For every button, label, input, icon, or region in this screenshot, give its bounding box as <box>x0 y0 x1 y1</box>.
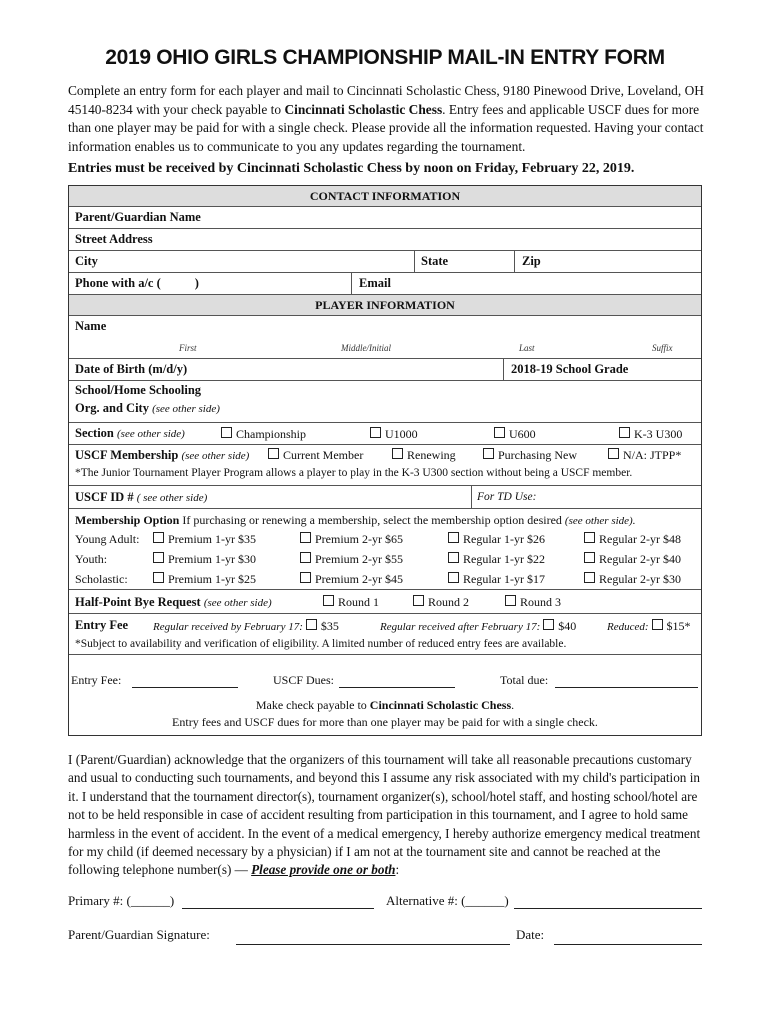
ya-regular-1yr-checkbox[interactable]: Regular 1-yr $26 <box>448 532 545 547</box>
street-label: Street Address <box>75 232 153 246</box>
td-use-label: For TD Use: <box>477 491 537 503</box>
membership-option-label: Membership Option If purchasing or renewing a membership, select the membership option desired (see other side). <box>75 513 636 527</box>
uscf-membership-label: USCF Membership (see other side) <box>75 448 250 462</box>
phone-email-row <box>69 273 701 295</box>
jtpp-checkbox[interactable]: N/A: JTPP* <box>608 448 681 463</box>
uscf-dues-label: USCF Dues: <box>273 673 335 687</box>
youth-premium-1yr-checkbox[interactable]: Premium 1-yr $30 <box>153 552 256 567</box>
email-label[interactable]: Email <box>359 276 391 290</box>
membership-option-block <box>69 509 701 590</box>
young-adult-label: Young Adult: <box>75 532 140 546</box>
last-caption: Last <box>519 343 535 353</box>
section-championship-checkbox[interactable]: Championship <box>221 427 306 442</box>
bye-request-row <box>69 590 701 614</box>
reduced-fee-option[interactable]: Reduced: $15* <box>607 619 691 633</box>
page-title: 2019 OHIO GIRLS CHAMPIONSHIP MAIL-IN ENTRY FORM <box>105 46 665 69</box>
middle-caption: Middle/Initial <box>341 343 391 353</box>
name-label: Name <box>75 319 107 333</box>
org-city-label: Org. and City (see other side) <box>75 401 220 415</box>
ya-premium-1yr-checkbox[interactable]: Premium 1-yr $35 <box>153 532 256 547</box>
uscf-id-label[interactable]: USCF ID # ( see other side) <box>75 490 208 504</box>
bye-round1-checkbox[interactable]: Round 1 <box>323 595 379 610</box>
dob-label[interactable]: Date of Birth (m/d/y) <box>75 362 188 376</box>
single-check-note: Entry fees and USCF dues for more than one player may be paid for with a single check. <box>172 715 598 729</box>
purchasing-new-checkbox[interactable]: Purchasing New <box>483 448 577 463</box>
reduced-fee-note: *Subject to availability and verification of eligibility. A limited number of reduced entry fees are available. <box>75 638 567 650</box>
section-label: Section (see other side) <box>75 426 185 440</box>
city-label[interactable]: City <box>75 254 98 268</box>
sch-regular-2yr-checkbox[interactable]: Regular 2-yr $30 <box>584 572 681 587</box>
school-field[interactable] <box>69 381 701 423</box>
parent-name-field[interactable] <box>69 207 701 229</box>
entry-fee-label: Entry Fee <box>75 618 129 632</box>
waiver-paragraph: I (Parent/Guardian) acknowledge that the organizers of this tournament will take all reasonable precautions customary and usual to conducting such tournaments, and beyond this I assume any risk associated with my child's participation in it. I understand that the tournament director(s), tournament organizer(s), school/hotel staff, and hosting school/hotel are not to be held responsible in case of accident resulting from participation in this tournament, and I agree to hold same harmless in the event of accident. In the event of a medical emergency, I hereby authorize emergency medical treatment for my child (if deemed necessary by a physician) if I am not at the tournament site and cannot be reached at the following telephone number(s) — Please provide one or both: <box>68 752 701 878</box>
phone-label[interactable]: Phone with a/c ( ) <box>75 276 199 290</box>
ya-premium-2yr-checkbox[interactable]: Premium 2-yr $65 <box>300 532 403 547</box>
zip-label[interactable]: Zip <box>522 254 541 268</box>
street-field[interactable] <box>69 229 701 251</box>
suffix-caption: Suffix <box>652 343 673 353</box>
first-caption: First <box>179 343 197 353</box>
late-fee-option[interactable]: Regular received after February 17: $40 <box>380 619 577 633</box>
school-label: School/Home Schooling <box>75 383 202 397</box>
primary-phone-label: Primary #: (______) <box>68 893 175 908</box>
intro-paragraph: Complete an entry form for each player and mail to Cincinnati Scholastic Chess, 9180 Pinewood Drive, Loveland, OH 45140-8234 with your check payable to Cincinnati Scholastic Chess. Entry fees and applicable USCF dues for more than one player may be paid for with a single check. Please provide all the information requested. Having your contact information enables us to communicate to you any updates regarding the tournament. <box>68 83 704 154</box>
entry-fee-row <box>69 614 701 655</box>
alternative-phone-line[interactable] <box>514 907 702 909</box>
total-due-line[interactable] <box>555 686 698 688</box>
grade-label[interactable]: 2018-19 School Grade <box>511 362 629 376</box>
bye-round2-checkbox[interactable]: Round 2 <box>413 595 469 610</box>
city-state-zip-row <box>69 251 701 273</box>
renewing-checkbox[interactable]: Renewing <box>392 448 456 463</box>
sch-regular-1yr-checkbox[interactable]: Regular 1-yr $17 <box>448 572 545 587</box>
state-label[interactable]: State <box>421 254 449 268</box>
section-row <box>69 423 701 445</box>
youth-premium-2yr-checkbox[interactable]: Premium 2-yr $55 <box>300 552 403 567</box>
uscf-id-row <box>69 486 701 509</box>
primary-phone-line[interactable] <box>182 907 374 909</box>
scholastic-label: Scholastic: <box>75 572 128 586</box>
check-payable-note: Make check payable to Cincinnati Scholastic Chess. <box>255 698 515 712</box>
youth-label: Youth: <box>75 552 108 566</box>
section-u1000-checkbox[interactable]: U1000 <box>370 427 418 442</box>
contact-header: CONTACT INFORMATION <box>69 186 701 207</box>
deadline-notice: Entries must be received by Cincinnati Scholastic Chess by noon on Friday, February 22, 2019. <box>68 161 635 176</box>
date-line[interactable] <box>554 943 702 945</box>
uscf-dues-line[interactable] <box>339 686 455 688</box>
ya-regular-2yr-checkbox[interactable]: Regular 2-yr $48 <box>584 532 681 547</box>
signature-label: Parent/Guardian Signature: <box>68 927 210 942</box>
player-name-field[interactable] <box>69 316 701 359</box>
signature-line[interactable] <box>236 943 510 945</box>
dob-grade-row <box>69 359 701 381</box>
alternative-phone-label: Alternative #: (______) <box>386 893 509 908</box>
entry-fee-total-label: Entry Fee: <box>71 673 122 687</box>
date-label: Date: <box>516 927 545 942</box>
youth-regular-2yr-checkbox[interactable]: Regular 2-yr $40 <box>584 552 681 567</box>
current-member-checkbox[interactable]: Current Member <box>268 448 363 463</box>
entry-fee-total-line[interactable] <box>132 686 238 688</box>
player-header: PLAYER INFORMATION <box>69 295 701 316</box>
parent-name-label: Parent/Guardian Name <box>75 210 201 224</box>
section-k3-u300-checkbox[interactable]: K-3 U300 <box>619 427 682 442</box>
bye-label: Half-Point Bye Request (see other side) <box>75 595 272 609</box>
sch-premium-1yr-checkbox[interactable]: Premium 1-yr $25 <box>153 572 256 587</box>
entry-form-table <box>68 185 702 736</box>
uscf-membership-row <box>69 445 701 486</box>
section-u600-checkbox[interactable]: U600 <box>494 427 536 442</box>
totals-block <box>69 655 701 737</box>
sch-premium-2yr-checkbox[interactable]: Premium 2-yr $45 <box>300 572 403 587</box>
youth-regular-1yr-checkbox[interactable]: Regular 1-yr $22 <box>448 552 545 567</box>
total-due-label: Total due: <box>500 673 549 687</box>
bye-round3-checkbox[interactable]: Round 3 <box>505 595 561 610</box>
regular-fee-option[interactable]: Regular received by February 17: $35 <box>153 619 339 633</box>
jtpp-note: *The Junior Tournament Player Program allows a player to play in the K-3 U300 section without being a USCF member. <box>75 467 633 479</box>
